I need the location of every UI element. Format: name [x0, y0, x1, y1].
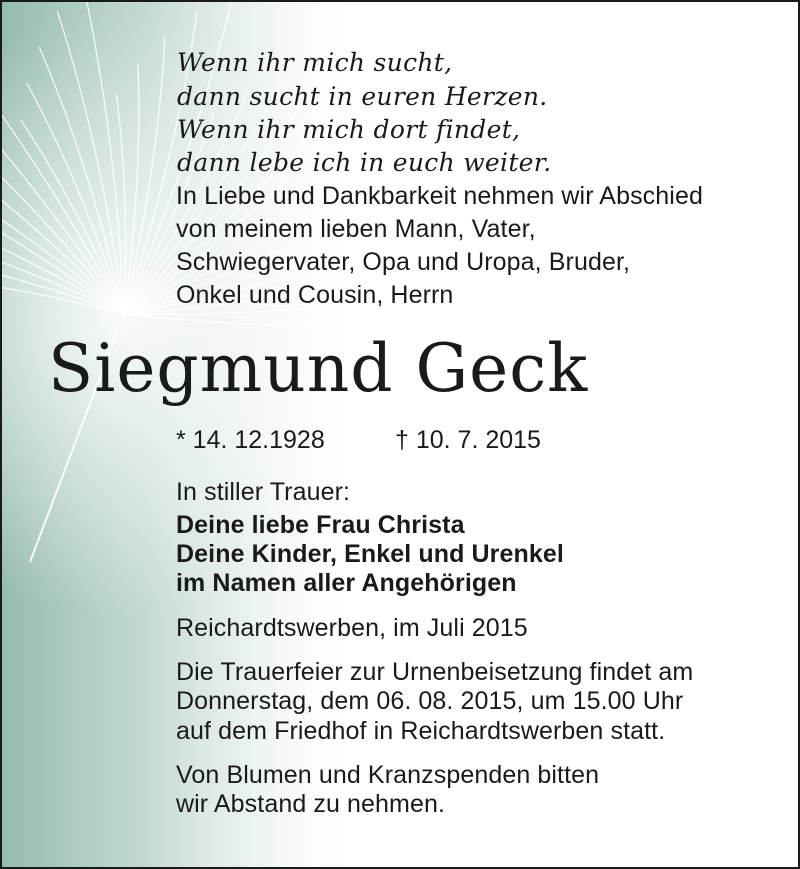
request-line: Von Blumen und Kranzspenden bitten — [176, 761, 600, 789]
mourners-heading: In stiller Trauer: — [176, 478, 351, 506]
ceremony-line: Die Trauerfeier zur Urnenbeisetzung findet am — [176, 658, 694, 686]
poem-line: dann sucht in euren Herzen. — [177, 82, 548, 111]
mourner-line: Deine Kinder, Enkel und Urenkel — [176, 540, 564, 568]
place-date: Reichardtswerben, im Juli 2015 — [176, 614, 528, 642]
poem-line: dann lebe ich in euch weiter. — [177, 148, 552, 177]
intro-line: In Liebe und Dankbarkeit nehmen wir Abschied — [176, 182, 703, 210]
intro-line: Schwiegervater, Opa und Uropa, Bruder, — [176, 248, 631, 276]
intro-line: von meinem lieben Mann, Vater, — [176, 215, 536, 243]
ceremony-line: auf dem Friedhof in Reichardtswerben statt. — [176, 717, 666, 745]
intro-line: Onkel und Cousin, Herrn — [176, 281, 454, 309]
deceased-name: Siegmund Geck — [48, 330, 589, 407]
ceremony-line: Donnerstag, dem 06. 08. 2015, um 15.00 Uhr — [176, 687, 684, 715]
mourner-line: Deine liebe Frau Christa — [176, 511, 465, 539]
birth-date: * 14. 12.1928 — [176, 426, 325, 454]
request-line: wir Abstand zu nehmen. — [176, 790, 446, 818]
poem-line: Wenn ihr mich dort findet, — [177, 115, 521, 144]
notice-text — [2, 2, 800, 869]
mourner-line: im Namen aller Angehörigen — [176, 569, 517, 597]
poem-line: Wenn ihr mich sucht, — [177, 48, 453, 77]
death-date: † 10. 7. 2015 — [395, 426, 541, 454]
